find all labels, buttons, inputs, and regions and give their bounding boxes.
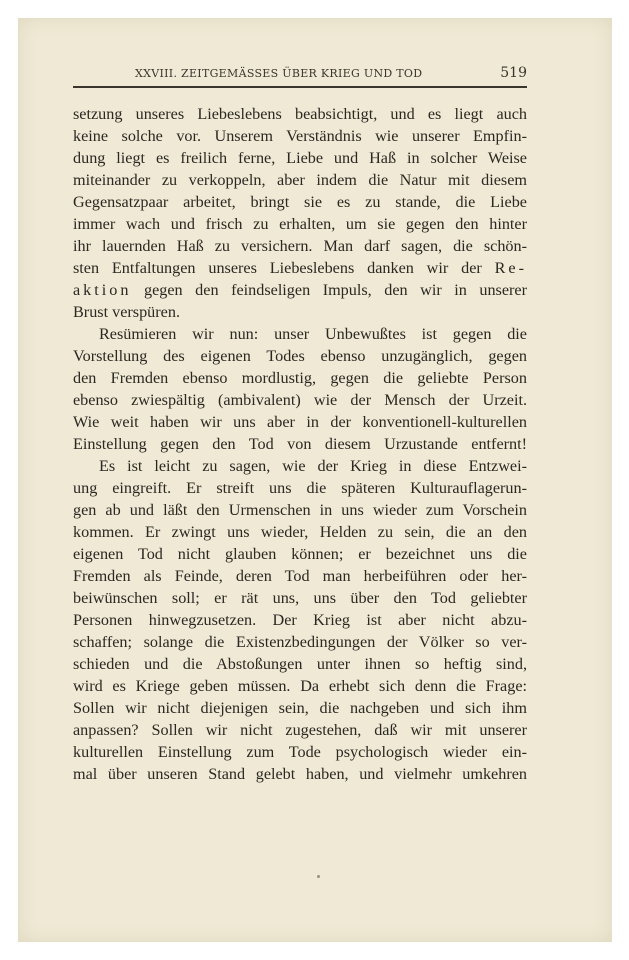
text-line <box>73 741 527 763</box>
text-line <box>73 455 527 477</box>
text-segment: Sollen wir nicht diejenigen sein, die nachgeben und sich ihm <box>73 699 527 717</box>
text-segment: keine solche vor. Unserem Verständnis wie unserer Empfin- <box>73 127 527 145</box>
text-segment: Resümieren wir nun: unser Unbewußtes ist gegen die <box>99 325 527 343</box>
text-segment: ung eingreift. Er streift uns die späteren Kulturauflagerun- <box>73 479 527 497</box>
text-segment: beiwünschen soll; er rät uns, uns über den Tod geliebter <box>73 589 527 607</box>
text-line <box>73 389 527 411</box>
running-title: XXVIII. ZEITGEMÄSSES ÜBER KRIEG UND TOD <box>135 67 423 80</box>
text-line <box>73 345 527 367</box>
text-segment: kommen. Er zwingt uns wieder, Helden zu sein, die an den <box>73 523 527 541</box>
text-line <box>73 367 527 389</box>
text-segment: eigenen Tod nicht glauben können; er bezeichnet uns die <box>73 545 527 563</box>
text-segment: Vorstellung des eigenen Todes ebenso unzugänglich, gegen <box>73 347 527 365</box>
text-segment: Personen hinwegzusetzen. Der Krieg ist aber nicht abzu- <box>73 611 527 629</box>
text-segment: wird es Kriege geben müssen. Da erhebt sich denn die Frage: <box>73 677 527 695</box>
spaced-emphasis: Re- <box>494 259 527 277</box>
text-segment: Fremden als Feinde, deren Tod man herbeiführen oder her- <box>73 567 527 585</box>
text-line <box>73 235 527 257</box>
text-line <box>73 565 527 587</box>
text-line <box>73 477 527 499</box>
header-rule <box>73 86 527 88</box>
text-line <box>73 653 527 675</box>
text-line <box>73 411 527 433</box>
text-line <box>73 675 527 697</box>
text-line <box>73 323 527 345</box>
text-segment: Es ist leicht zu sagen, wie der Krieg in diese Entzwei- <box>99 457 527 475</box>
text-line <box>73 301 527 323</box>
text-line <box>73 587 527 609</box>
spaced-emphasis: aktion <box>73 281 132 299</box>
paper-speck <box>317 875 320 878</box>
text-segment: immer wach und frisch zu erhalten, um sie gegen den hinter <box>73 215 527 233</box>
text-segment: schaffen; solange die Existenzbedingungen der Völker so ver- <box>73 633 527 651</box>
text-line <box>73 257 527 279</box>
text-segment: ebenso zwiespältig (ambivalent) wie der Mensch der Urzeit. <box>73 391 527 409</box>
text-segment: Gegensatzpaar arbeitet, bringt sie es zu stande, die Liebe <box>73 193 527 211</box>
text-segment: den Fremden ebenso mordlustig, gegen die geliebte Person <box>73 369 527 387</box>
text-line <box>73 125 527 147</box>
running-header <box>73 65 527 83</box>
text-segment: gegen den feindseligen Impuls, den wir in unserer <box>131 281 527 299</box>
text-segment: mal über unseren Stand gelebt haben, und vielmehr umkehren <box>73 765 527 783</box>
text-line <box>73 433 527 455</box>
book-page <box>18 18 612 942</box>
text-segment: setzung unseres Liebeslebens beabsichtigt, und es liegt auch <box>73 105 527 123</box>
page-number: 519 <box>500 65 527 81</box>
text-segment: Einstellung gegen den Tod von diesem Urzustande entfernt! <box>73 435 527 453</box>
text-segment: schieden und die Abstoßungen unter ihnen so heftig sind, <box>73 655 527 673</box>
text-line <box>73 763 527 785</box>
text-segment: Wie weit haben wir uns aber in der konventionell-kulturellen <box>73 413 527 431</box>
text-line <box>73 169 527 191</box>
text-line <box>73 213 527 235</box>
text-segment: Brust verspüren. <box>73 303 180 321</box>
text-line <box>73 279 527 301</box>
text-segment: sten Entfaltungen unseres Liebeslebens danken wir der <box>73 259 495 277</box>
text-line <box>73 191 527 213</box>
text-segment: miteinander zu verkoppeln, aber indem die Natur mit diesem <box>73 171 527 189</box>
text-line <box>73 147 527 169</box>
text-segment: anpassen? Sollen wir nicht zugestehen, daß wir mit unserer <box>73 721 527 739</box>
text-line <box>73 697 527 719</box>
text-line <box>73 521 527 543</box>
text-segment: gen ab und läßt den Urmenschen in uns wieder zum Vorschein <box>73 501 527 519</box>
text-segment: ihr lauernden Haß zu versichern. Man darf sagen, die schön- <box>73 237 527 255</box>
body-text <box>73 103 527 785</box>
text-line <box>73 631 527 653</box>
text-line <box>73 543 527 565</box>
text-line <box>73 719 527 741</box>
text-segment: dung liegt es freilich ferne, Liebe und Haß in solcher Weise <box>73 149 527 167</box>
text-segment: kulturellen Einstellung zum Tode psychologisch wieder ein- <box>73 743 527 761</box>
text-line <box>73 103 527 125</box>
text-line <box>73 499 527 521</box>
text-line <box>73 609 527 631</box>
